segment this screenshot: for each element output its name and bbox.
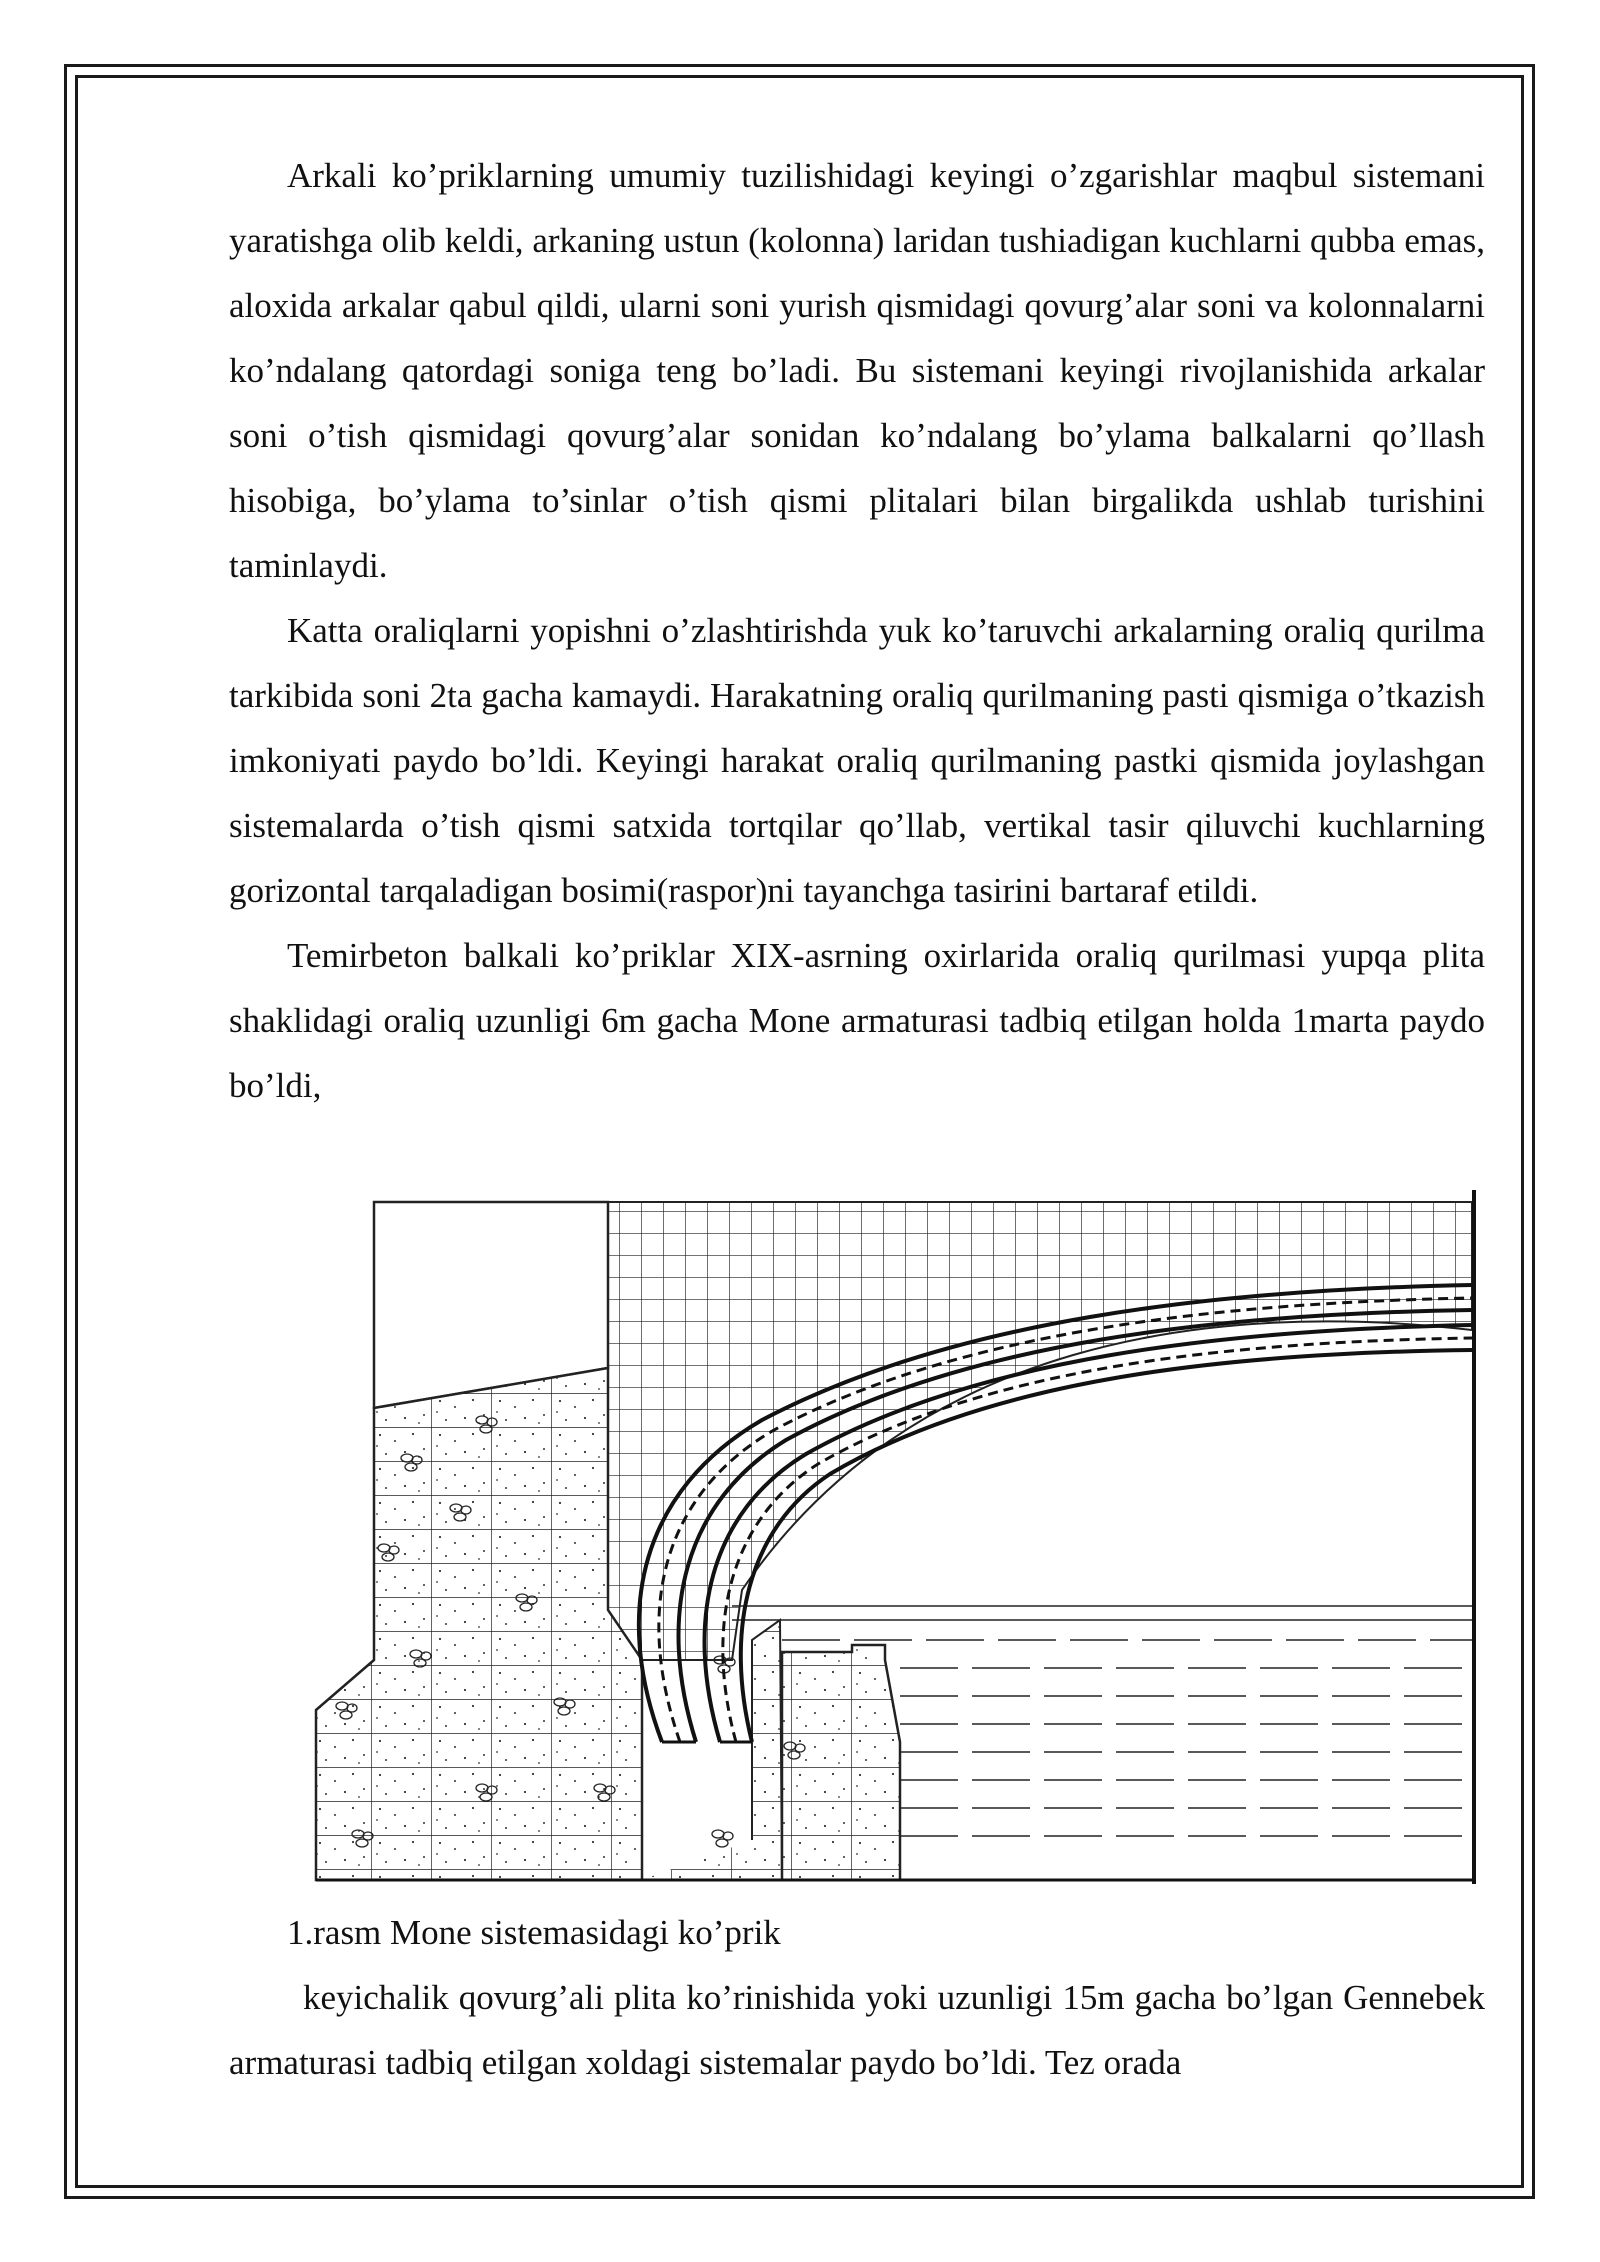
paragraph: keyichalik qovurg’ali plita ko’rinishida yoki uzunligi 15m gacha bo’lgan Gennebek armaturasi tadbiq etilgan xoldagi sistemalar paydo bo’ldi. Tez orada (229, 1978, 1485, 2082)
continuation-text (229, 1965, 1485, 2095)
figure-caption: 1.rasm Mone sistemasidagi ko’prik (287, 1913, 781, 1952)
paragraph: Temirbeton balkali ko’priklar XIX-asrning oxirlarida oraliq qurilmasi yupqa plita shaklidagi oraliq uzunligi 6m gacha Mone armaturasi tadbiq etilgan holda 1marta paydo bo’ldi, (229, 936, 1485, 1105)
bridge-figure (312, 1190, 1480, 1884)
body-text (229, 143, 1485, 1118)
paragraph: Arkali ko’priklarning umumiy tuzilishidagi keyingi o’zgarishlar maqbul sistemani yaratishga olib keldi, arkaning ustun (kolonna) laridan tushiadigan kuchlarni qubba emas, aloxida arkalar qabul qildi, ularni soni yurish qismidagi qovurg’alar soni va kolonnalarni ko’ndalang qatordagi soniga teng bo’ladi. Bu sistemani keyingi rivojlanishida arkalar soni o’tish qismidagi qovurg’alar sonidan ko’ndalang bo’ylama balkalarni qo’llash hisobiga, bo’ylama to’sinlar o’tish qismi plitalari bilan birgalikda ushlab turishini taminlaydi. (229, 156, 1485, 585)
paragraph: Katta oraliqlarni yopishni o’zlashtirishda yuk ko’taruvchi arkalarning oraliq qurilma tarkibida soni 2ta gacha kamaydi. Harakatning oraliq qurilmaning pasti qismiga o’tkazish imkoniyati paydo bo’ldi. Keyingi harakat oraliq qurilmaning pastki qismida joylashgan sistemalarda o’tish qismi satxida tortqilar qo’llab, vertikal tasir qiluvchi kuchlarning gorizontal tarqaladigan bosimi(raspor)ni tayanchga tasirini bartaraf etildi. (229, 611, 1485, 910)
